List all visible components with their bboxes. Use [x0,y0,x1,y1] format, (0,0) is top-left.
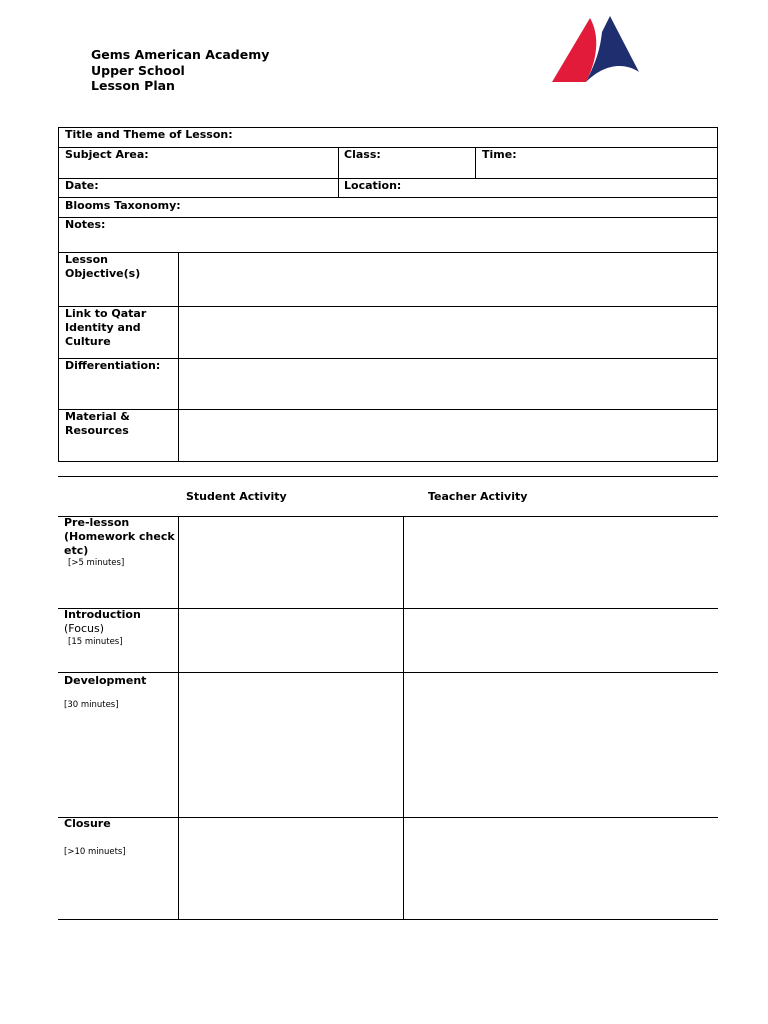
school-header [91,47,269,94]
development-duration: [30 minutes] [64,700,119,710]
location-label: Location: [344,179,402,192]
introduction-duration: [15 minutes] [68,637,123,647]
teacher-activity-header: Teacher Activity [428,490,528,503]
class-label: Class: [344,148,381,161]
development-label: Development [64,674,147,687]
blooms-taxonomy-label: Blooms Taxonomy: [65,199,181,212]
lesson-plan-form [58,127,718,462]
date-label: Date: [65,179,99,192]
title-theme-label: Title and Theme of Lesson: [65,128,233,141]
student-activity-header: Student Activity [186,490,287,503]
pre-lesson-label: Pre-lesson (Homework check etc) [64,516,175,557]
school-division: Upper School [91,62,185,78]
school-name: Gems American Academy [91,47,270,62]
time-label: Time: [482,148,517,161]
activity-table [58,476,718,921]
pre-lesson-duration: [>5 minutes] [68,558,125,568]
notes-label: Notes: [65,218,106,231]
closure-label: Closure [64,817,111,830]
subject-area-label: Subject Area: [65,148,149,161]
introduction-label: Introduction [64,608,141,621]
materials-resources-label: Material & Resources [65,410,130,437]
introduction-focus: (Focus) [64,622,104,635]
document-title: Lesson Plan [91,78,175,94]
school-logo-icon [552,16,642,86]
lesson-objectives-label: Lesson Objective(s) [65,253,141,280]
closure-duration: [>10 minuets] [64,847,126,857]
differentiation-label: Differentiation: [65,359,161,372]
qatar-identity-label: Link to Qatar Identity and Culture [65,307,147,348]
